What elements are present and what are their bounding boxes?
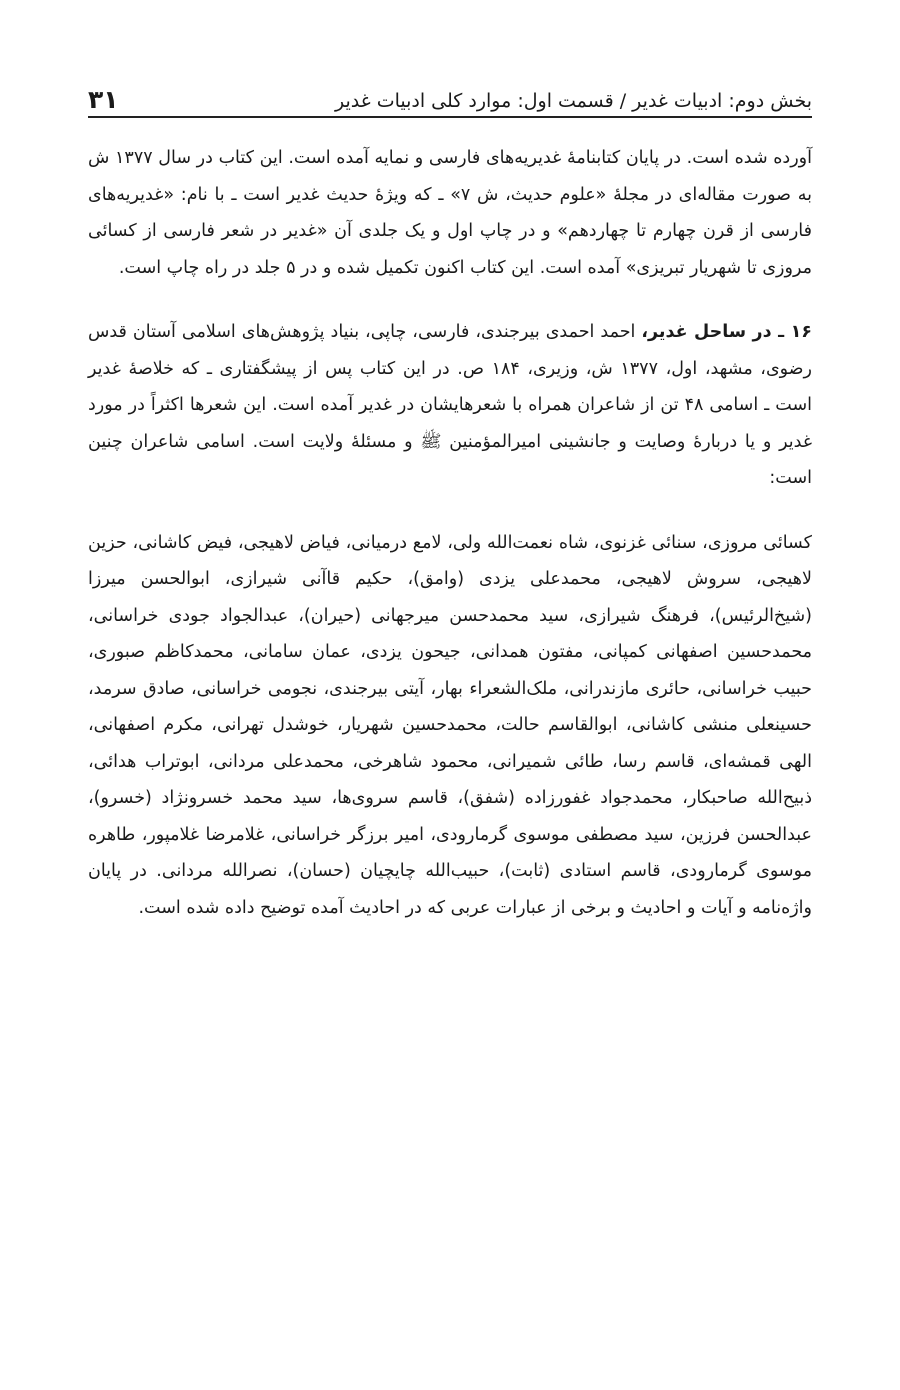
paragraph-poet-list [88,525,812,927]
header-divider [88,116,812,118]
paragraph-continuation [88,140,812,286]
paragraph-text: کسائی مروزی، سنائی غزنوی، شاه نعمت‌الله ولی، لامع درمیانی، فیاض لاهیجی، فیض کاشانی، حزین لاهیجی، سروش لاهیجی، محمدعلی یزدی (وامق)، حکیم قاآنی شیرازی، ابوالحسن میرزا (شیخ‌الرئیس)، فرهنگ شیرازی، سید محمدحسن میرجهانی (حیران)، عبدالجواد جودی خراسانی، محمدحسین اصفهانی کمپانی، مفتون همدانی، جیحون یزدی، عمان سامانی، محمدکاظم صبوری، حبیب خراسانی، حائری مازندرانی، ملک‌الشعراء بهار، آیتی بیرجندی، نجومی خراسانی، صادق سرمد، حسینعلی منشی کاشانی، ابوالقاسم حالت، محمدحسین شهریار، خوشدل تهرانی، مکرم اصفهانی، الهی قمشه‌ای، قاسم رسا، طائی شمیرانی، محمود شاهرخی، محمدعلی مردانی، ابوتراب هدائی، ذبیح‌الله صاحبکار، محمدجواد غفورزاده (شفق)، قاسم سروی‌ها، سید محمد خسرونژاد (خسرو)، عبدالحسن فرزین، سید مصطفی موسوی گرمارودی، امیر برزگر خراسانی، غلامرضا غلامپور، طاهره موسوی گرمارودی، قاسم استادی (ثابت)، حبیب‌الله چایچیان (حسان)، نصرالله مردانی. در پایان واژه‌نامه و آیات و احادیث و برخی از عبارات عربی که در احادیث آمده توضیح داده شده است. [88,532,812,918]
paragraph-text: آورده شده است. در پایان کتابنامهٔ غدیریه‌های فارسی و نمایه آمده است. این کتاب در سال ۱۳۷۷ ش به صورت مقاله‌ای در مجلهٔ «علوم حدیث، ش ۷» ـ که ویژهٔ حدیث غدیر است ـ با نام: «غدیریه‌های فارسی از قرن چهارم تا چهاردهم» و در چاپ اول و یک جلدی آن «غدیر در شعر فارسی از کسائی مروزی تا شهریار تبریزی» آمده است. این کتاب اکنون تکمیل شده و در ۵ جلد در راه چاپ است. [88,148,813,278]
running-header-title: بخش دوم: ادبیات غدیر / قسمت اول: موارد کلی ادبیات غدیر [334,90,812,112]
paragraph-text: احمد احمدی بیرجندی، فارسی، چاپی، بنیاد پژوهش‌های اسلامی آستان قدس رضوی، مشهد، اول، ۱۳۷۷ ش، وزیری، ۱۸۴ ص. در این کتاب پس از پیشگفتاری ـ که خلاصهٔ غدیر است ـ اسامی ۴۸ تن از شاعران همراه با شعرهایشان در غدیر آمده است. این شعرها اکثراً در مورد غدیر و یا دربارهٔ وصایت و جانشینی امیرالمؤمنین ﷺ و مسئلهٔ ولایت است. اسامی شاعران چنین است: [88,322,813,488]
page-number: ۳۱ [88,85,119,114]
entry-title: ۱۶ ـ در ساحل غدیر، [641,322,812,342]
paragraph-entry-16 [88,314,812,497]
running-header [88,72,812,112]
body-text [88,140,812,954]
